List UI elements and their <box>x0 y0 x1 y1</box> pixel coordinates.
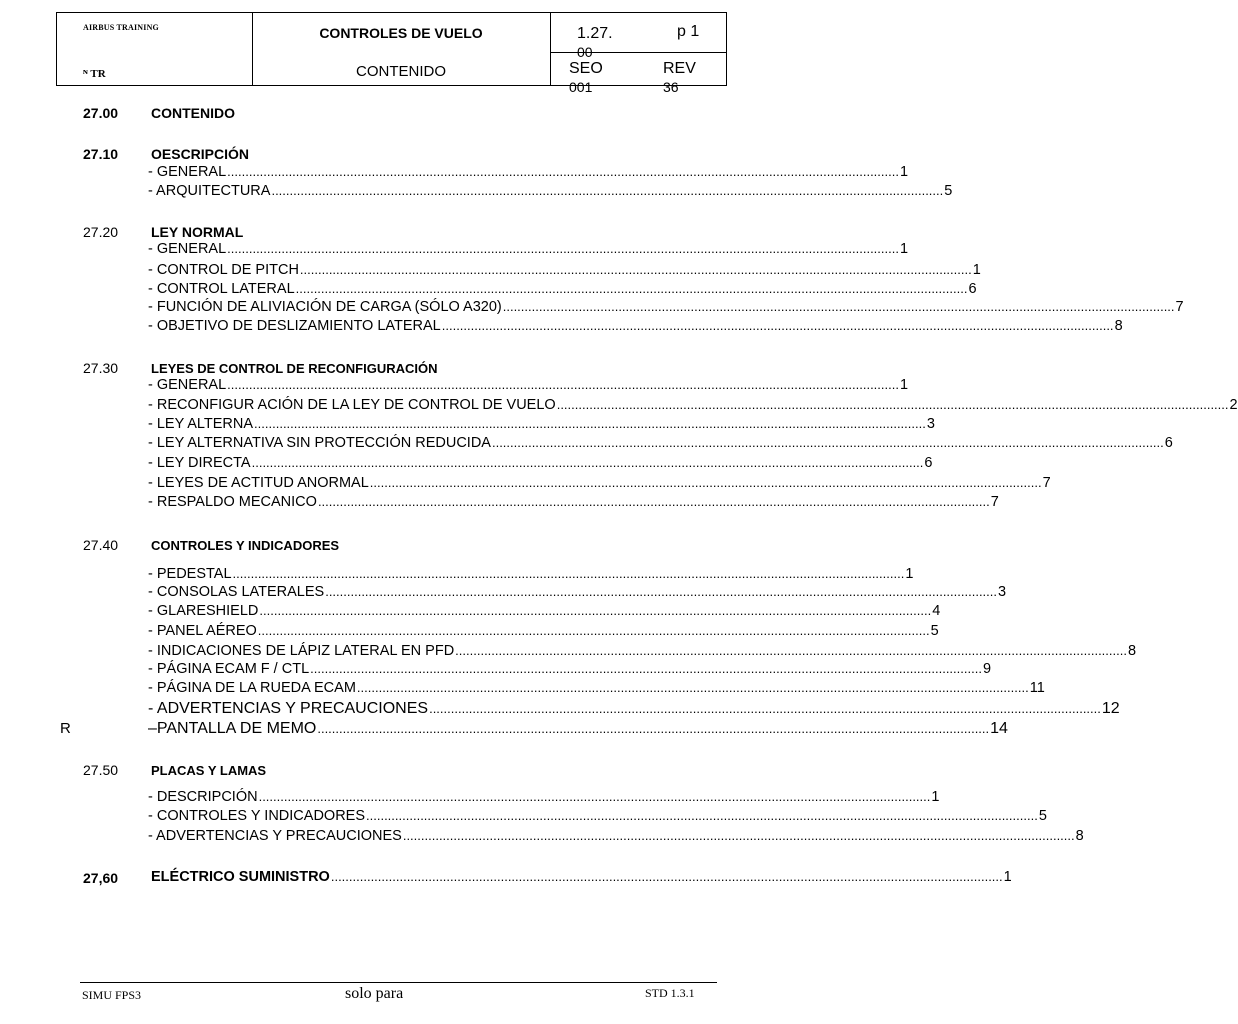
toc-entry[interactable] <box>148 584 1007 602</box>
toc-entry-page: 8 <box>1114 318 1123 334</box>
section-number: 27.10 <box>83 146 119 162</box>
toc-entry-label: - ADVERTENCIAS Y PRECAUCIONES <box>148 828 402 844</box>
toc-entry-page: 1 <box>905 566 914 582</box>
logo-bottom-text: ᴺ TR <box>83 68 106 80</box>
toc-entry-label: - CONTROLES Y INDICADORES <box>148 808 366 824</box>
toc-entry-label: - RESPALDO MECANICO <box>148 494 317 510</box>
dot-leader <box>366 808 1038 823</box>
toc-entry[interactable] <box>148 566 914 584</box>
dot-leader <box>317 721 989 736</box>
toc-entry-page: 4 <box>932 603 941 619</box>
dot-leader <box>403 828 1075 843</box>
toc-entry[interactable] <box>148 603 941 621</box>
toc-entry[interactable] <box>148 623 939 641</box>
toc-entry-label: - LEY DIRECTA <box>148 455 251 471</box>
toc-entry-page: 8 <box>1127 643 1137 659</box>
section-number: 27.30 <box>83 360 119 376</box>
toc-entry[interactable] <box>148 789 940 807</box>
chapter-ref-cut: 00 <box>577 44 593 60</box>
toc-entry-label: - GENERAL <box>148 241 227 257</box>
toc-entry[interactable] <box>148 377 909 395</box>
toc-entry[interactable] <box>148 700 1120 720</box>
dot-leader <box>429 701 1101 716</box>
toc-entry-label: - ADVERTENCIAS Y PRECAUCIONES <box>148 700 429 717</box>
toc-entry-page: 1 <box>899 241 909 257</box>
toc-entry-label: - PÁGINA DE LA RUEDA ECAM <box>148 680 356 696</box>
toc-entry-label: - LEY ALTERNATIVA SIN PROTECCIÓN REDUCIDA <box>148 435 491 451</box>
chapter-ref: 1.27. <box>577 25 613 42</box>
section-number: 27.20 <box>83 224 119 240</box>
toc-entry-page: 3 <box>926 416 935 432</box>
dot-leader <box>227 377 899 392</box>
dot-leader <box>227 241 899 256</box>
dot-leader <box>331 869 1003 884</box>
toc-entry-page: 6 <box>1164 435 1173 451</box>
revision-mark: R <box>60 720 71 737</box>
dot-leader <box>318 494 990 509</box>
dot-leader <box>492 435 1164 450</box>
toc-entry-label: - PÁGINA ECAM F / CTL <box>148 661 310 677</box>
toc-entry-label: - ARQUITECTURA <box>148 183 271 199</box>
section-number: 27.00 <box>83 105 119 121</box>
dot-leader <box>254 416 926 431</box>
toc-entry[interactable] <box>148 680 1045 698</box>
toc-entry[interactable] <box>148 318 1123 336</box>
toc-entry[interactable] <box>148 720 1008 740</box>
toc-entry[interactable] <box>148 262 981 280</box>
toc-entry[interactable] <box>148 643 1137 661</box>
toc-entry[interactable] <box>148 475 1051 493</box>
page-number: p 1 <box>677 23 700 40</box>
sequence-label: SEO <box>569 60 603 77</box>
toc-entry[interactable] <box>148 828 1084 846</box>
section-title: PLACAS Y LAMAS <box>151 763 267 778</box>
section-title: CONTENIDO <box>151 105 235 121</box>
dot-leader <box>370 475 1042 490</box>
toc-entry-label: - FUNCIÓN DE ALIVIACIÓN DE CARGA (SÓLO A320) <box>148 299 502 315</box>
section-number: 27,60 <box>83 870 119 886</box>
toc-entry-page: 7 <box>990 494 999 510</box>
toc-entry-page: 14 <box>990 720 1008 737</box>
toc-entry-page: 5 <box>930 623 939 639</box>
toc-entry-label: - GLARESHIELD <box>148 603 259 619</box>
toc-entry-page: 1 <box>899 377 909 393</box>
dot-leader <box>227 164 899 179</box>
toc-entry-label: - PEDESTAL <box>148 566 232 582</box>
dot-leader <box>442 318 1114 333</box>
toc-entry-page: 5 <box>944 183 953 199</box>
toc-entry-page: 1 <box>931 789 940 805</box>
document-title: CONTROLES DE VUELO <box>319 25 483 41</box>
section-title: OESCRIPCIÓN <box>151 146 250 162</box>
toc-entry-label: - CONTROL DE PITCH <box>148 262 299 278</box>
toc-entry-page: 9 <box>982 661 992 677</box>
dot-leader <box>557 397 1229 412</box>
toc-entry-page: 1 <box>1003 869 1012 885</box>
toc-entry-page: 5 <box>1038 808 1047 824</box>
reference-cell <box>550 12 727 95</box>
dot-leader <box>259 603 931 618</box>
toc-entry-page: 7 <box>1175 299 1184 315</box>
toc-entry-label: - PANEL AÉREO <box>148 623 257 639</box>
toc-entry[interactable] <box>148 435 1173 453</box>
toc-entry-label: - OBJETIVO DE DESLIZAMIENTO LATERAL <box>148 318 441 334</box>
toc-entry-page: 7 <box>1042 475 1051 491</box>
toc-entry[interactable] <box>148 299 1184 317</box>
toc-entry-label: - LEY ALTERNA <box>148 416 254 432</box>
logo-top-text: AIRBUS TRAINING <box>83 23 159 32</box>
dot-leader <box>259 789 931 804</box>
dot-leader <box>325 584 997 599</box>
dot-leader <box>300 262 972 277</box>
toc-entry-page: 1 <box>972 262 981 278</box>
toc-entry[interactable] <box>148 455 933 473</box>
footer-center-text: solo para <box>345 985 404 1002</box>
section-title: LEY NORMAL <box>151 224 244 240</box>
section-title: ELÉCTRICO SUMINISTRO <box>151 869 330 885</box>
toc-entry-label: –PANTALLA DE MEMO <box>148 720 317 737</box>
section-number: 27.50 <box>83 762 119 778</box>
footer-left-text: SIMU FPS3 <box>82 988 142 1002</box>
revision-label: REV <box>663 60 696 77</box>
toc-entry[interactable] <box>148 661 992 679</box>
toc-entry[interactable] <box>148 397 1238 415</box>
toc-entry[interactable] <box>148 494 999 512</box>
footer-rule <box>80 982 717 983</box>
dot-leader <box>271 183 943 198</box>
toc-entry-label: - RECONFIGUR ACIÓN DE LA LEY DE CONTROL DE VUELO <box>148 397 556 413</box>
logo-cell <box>56 12 253 86</box>
section-title: LEYES DE CONTROL DE RECONFIGURACIÓN <box>151 361 438 376</box>
dot-leader <box>233 566 905 581</box>
toc-entry[interactable] <box>148 241 909 259</box>
section-number: 27.40 <box>83 537 119 553</box>
title-cell <box>252 12 551 86</box>
dot-leader <box>296 281 968 296</box>
dot-leader <box>310 661 982 676</box>
toc-entry-label: - DESCRIPCIÓN <box>148 789 258 805</box>
toc-entry-label: - GENERAL <box>148 377 227 393</box>
toc-entry-label: - LEYES DE ACTITUD ANORMAL <box>148 475 369 491</box>
toc-entry-page: 3 <box>998 584 1007 600</box>
toc-entry[interactable] <box>148 416 935 434</box>
toc-entry-page: 11 <box>1029 680 1045 696</box>
toc-entry-label: - CONTROL LATERAL <box>148 281 295 297</box>
document-header <box>56 12 727 95</box>
toc-entry-page: 6 <box>968 281 977 297</box>
toc-entry-label: - CONSOLAS LATERALES <box>148 584 325 600</box>
document-subtitle: CONTENIDO <box>356 63 446 80</box>
toc-entry[interactable] <box>148 281 977 299</box>
footer-right-text: STD 1.3.1 <box>645 986 695 1000</box>
dot-leader <box>357 680 1029 695</box>
section-title: CONTROLES Y INDICADORES <box>151 538 340 553</box>
revision-value: 36 <box>663 79 679 95</box>
dot-leader <box>503 299 1175 314</box>
toc-entry[interactable] <box>151 869 1012 887</box>
dot-leader <box>252 455 924 470</box>
toc-entry[interactable] <box>148 164 909 182</box>
sequence-value: 001 <box>569 79 593 95</box>
toc-entry-page: 2 <box>1229 397 1238 413</box>
toc-entry[interactable] <box>148 808 1047 826</box>
toc-entry-label: - GENERAL <box>148 164 227 180</box>
toc-entry-page: 6 <box>924 455 933 471</box>
dot-leader <box>258 623 930 638</box>
toc-entry-label: - INDICACIONES DE LÁPIZ LATERAL EN PFD <box>148 643 455 659</box>
dot-leader <box>455 643 1127 658</box>
toc-entry-page: 8 <box>1075 828 1084 844</box>
toc-entry-page: 12 <box>1101 700 1120 717</box>
toc-entry[interactable] <box>148 183 953 201</box>
toc-entry-page: 1 <box>899 164 909 180</box>
